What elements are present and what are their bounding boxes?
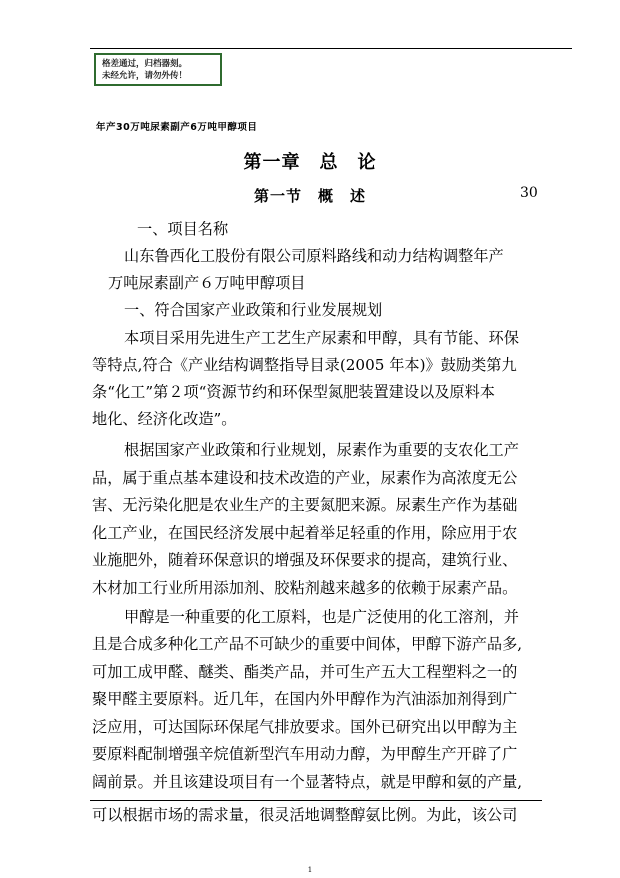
- body-line: 且是合成多种化工产品不可缺少的重要中间体，甲醇下游产品多,: [92, 635, 523, 653]
- footer-rule: [90, 800, 542, 801]
- body-line: 化工产业，在国民经济发展中起着举足轻重的作用，除应用于农: [92, 524, 518, 542]
- heading-policy: 一、符合国家产业政策和行业发展规划: [124, 301, 383, 319]
- margin-number: 30: [520, 185, 538, 201]
- body-line: 木材加工行业所用添加剂、胶粘剂越来越多的依赖于尿素产品。: [92, 579, 518, 597]
- stamp-line-2: 未经允许，请勿外传！: [102, 71, 188, 81]
- body-line: 品，属于重点基本建设和技术改造的产业，尿素作为高浓度无公: [92, 469, 518, 487]
- body-line: 本项目采用先进生产工艺生产尿素和甲醇，具有节能、环保: [124, 329, 519, 347]
- document-header-title: 年产30万吨尿素副产6万吨甲醇项目: [96, 122, 258, 133]
- body-line: 甲醇是一种重要的化工原料，也是广泛使用的化工溶剂，并: [124, 608, 519, 626]
- stamp-line-1: 格差通过，归档器刻。: [102, 59, 188, 69]
- body-line: 万吨尿素副产６万吨甲醇项目: [108, 274, 306, 292]
- body-line: 地化、经济化改造”。: [92, 410, 237, 428]
- approval-stamp: [94, 53, 222, 86]
- body-line: 聚甲醛主要原料。近几年，在国内外甲醇作为汽油添加剂得到广: [92, 690, 518, 708]
- body-line: 可加工成甲醛、醚类、酯类产品，并可生产五大工程塑料之一的: [92, 663, 518, 681]
- page-number: 1: [307, 866, 313, 874]
- body-line: 业施肥外，随着环保意识的增强及环保要求的提高，建筑行业、: [92, 551, 518, 569]
- body-line: 根据国家产业政策和行业规划，尿素作为重要的支农化工产: [124, 441, 519, 459]
- section-title: 第一节 概 述: [253, 187, 366, 205]
- body-line: 可以根据市场的需求量，很灵活地调整醇氨比例。为此，该公司: [92, 806, 518, 824]
- body-line: 条“化工”第２项“资源节约和环保型氮肥装置建设以及原料本: [92, 383, 495, 401]
- body-line: 害、无污染化肥是农业生产的主要氮肥来源。尿素生产作为基础: [92, 496, 518, 514]
- body-line: 等特点,符合《产业结构调整指导目录(2005 年本)》鼓励类第九: [92, 356, 517, 374]
- body-line: 山东鲁西化工股份有限公司原料路线和动力结构调整年产: [124, 247, 504, 265]
- body-line: 要原料配制增强辛烷值新型汽车用动力醇，为甲醇生产开辟了广: [92, 745, 518, 763]
- chapter-title: 第一章 总 论: [243, 152, 377, 173]
- body-line: 阔前景。并且该建设项目有一个显著特点，就是甲醇和氨的产量,: [92, 773, 523, 791]
- header-rule: [90, 48, 572, 49]
- body-line: 泛应用，可达国际环保尾气排放要求。国外已研究出以甲醇为主: [92, 718, 518, 736]
- heading-project-name: 一、项目名称: [137, 220, 229, 238]
